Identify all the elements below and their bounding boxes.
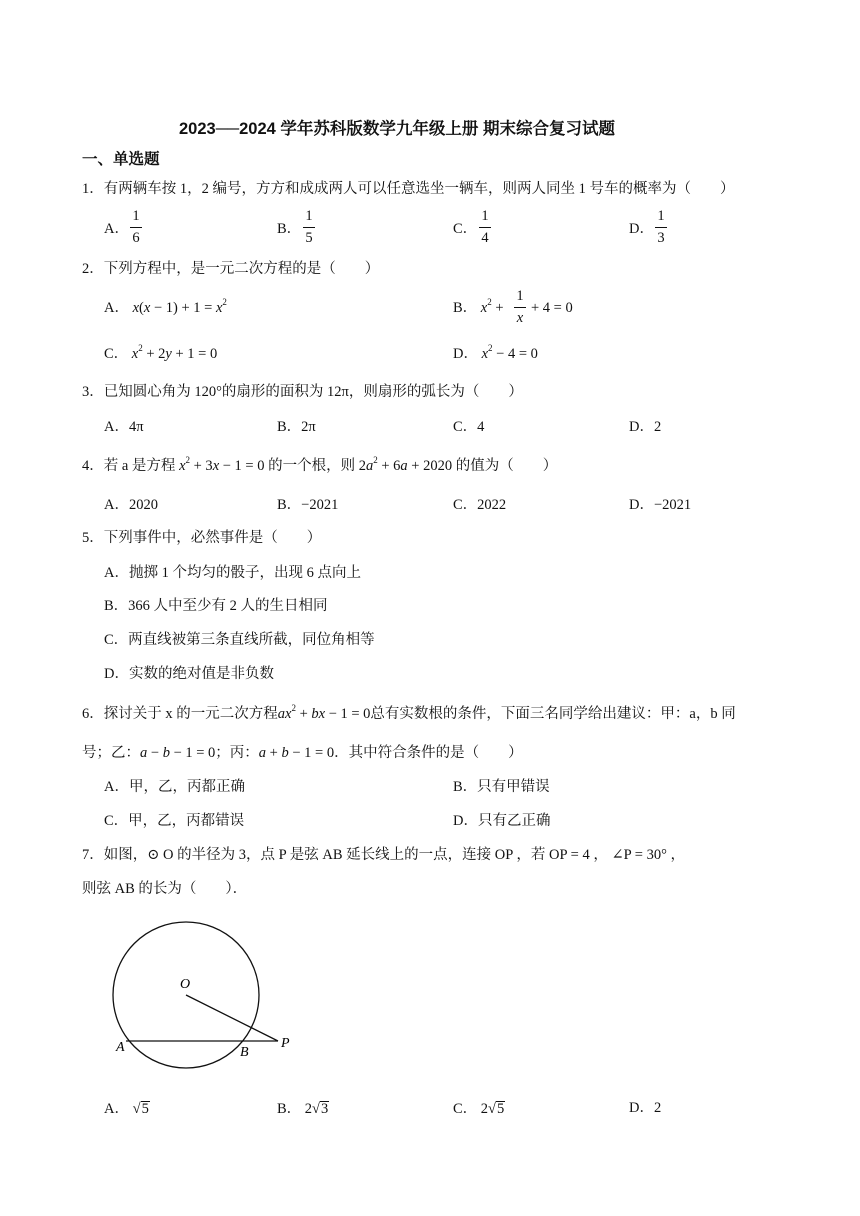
q5-option-a[interactable]: A．抛掷 1 个均匀的骰子，出现 6 点向上 <box>104 565 361 581</box>
question-7-line-2: 则弦 AB 的长为（ ）． <box>82 881 248 897</box>
q1-option-a-fraction[interactable]: 1 6 <box>130 209 142 245</box>
q2-option-b-fraction: 1 x <box>514 289 526 325</box>
q7-option-d[interactable]: D．2 <box>629 1100 662 1116</box>
q1-option-a-label: A． <box>104 221 129 237</box>
q6-option-c[interactable]: C．甲，乙，丙都错误 <box>104 813 245 829</box>
q3-option-c[interactable]: C．4 <box>453 419 485 435</box>
q1-option-d-fraction[interactable]: 1 3 <box>655 209 667 245</box>
q4-option-c[interactable]: C．2022 <box>453 497 507 513</box>
q6-option-d[interactable]: D．只有乙正确 <box>453 813 551 829</box>
q2-option-a[interactable]: A． $x(x - 1) + 1 = x^2$ <box>104 297 227 316</box>
section-heading: 一、单选题 <box>82 151 160 168</box>
question-6-line-1: 6．探讨关于 x 的一元二次方程$ax^2$ + bx − 1 = 0总有实数根的条件，下面三名同学给出建议：甲：a，b 同 <box>82 703 736 722</box>
q1-option-d-label: D． <box>629 221 654 237</box>
q1-option-b-label: B． <box>277 221 302 237</box>
q2-option-b[interactable]: B． $x^2$ + <box>453 297 504 316</box>
q5-option-b[interactable]: B．366 人中至少有 2 人的生日相同 <box>104 598 328 614</box>
q6-option-b[interactable]: B．只有甲错误 <box>453 779 550 795</box>
question-6-line-2: 号；乙：a − b − 1 = 0；丙：a + b − 1 = 0．其中符合条件的是（ ） <box>82 745 523 761</box>
label-o: O <box>180 977 191 992</box>
question-1-stem: 1．有两辆车按 1，2 编号，方方和成成两人可以任意选坐一辆车，则两人同坐 1 号车的概率为（ ） <box>82 181 735 197</box>
q7-option-a[interactable]: A． √5 <box>104 1101 149 1117</box>
label-a: A <box>116 1040 125 1055</box>
q4-option-a[interactable]: A．2020 <box>104 497 158 513</box>
q5-option-d[interactable]: D．实数的绝对值是非负数 <box>104 666 274 682</box>
q5-option-c[interactable]: C．两直线被第三条直线所截，同位角相等 <box>104 632 375 648</box>
question-5-stem: 5．下列事件中，必然事件是（ ） <box>82 530 322 546</box>
label-p: P <box>281 1036 290 1051</box>
segment-op <box>186 995 278 1041</box>
q3-option-a[interactable]: A．4π <box>104 419 144 435</box>
page-title: 2023──2024 学年苏科版数学九年级上册 期末综合复习试题 <box>179 120 615 138</box>
q2-option-c[interactable]: C． $x^2 + 2y + 1 = 0$ <box>104 343 218 362</box>
question-7-line-1: 7．如图，⊙ O 的半径为 3，点 P 是弦 AB 延长线上的一点，连接 OP ，若 OP = 4 ， ∠P = 30° ， <box>82 847 685 863</box>
q6-option-a[interactable]: A．甲，乙，丙都正确 <box>104 779 245 795</box>
q2-option-b-tail: + 4 = 0 <box>531 300 573 316</box>
q1-option-c-label: C． <box>453 221 478 237</box>
q3-option-b[interactable]: B．2π <box>277 419 316 435</box>
q2-option-d[interactable]: D． $x^2 - 4 = 0$ <box>453 343 538 362</box>
question-3-stem: 3．已知圆心角为 120°的扇形的面积为 12π，则扇形的弧长为（ ） <box>82 384 523 400</box>
q3-option-d[interactable]: D．2 <box>629 419 662 435</box>
q4-option-d[interactable]: D．−2021 <box>629 497 692 513</box>
q7-option-c[interactable]: C． 2√5 <box>453 1101 505 1117</box>
q7-option-b[interactable]: B． 2√3 <box>277 1101 329 1117</box>
circle-o <box>113 922 259 1068</box>
q1-option-b-fraction[interactable]: 1 5 <box>303 209 315 245</box>
q1-option-c-fraction[interactable]: 1 4 <box>479 209 491 245</box>
question-4-stem: 4．若 a 是方程 $x^2 + 3x - 1 = 0$ 的一个根，则 $2a^2 + 6a + 2020$ 的值为（ ） <box>82 455 558 474</box>
label-b: B <box>240 1045 249 1060</box>
q4-option-b[interactable]: B．−2021 <box>277 497 339 513</box>
question-2-stem: 2．下列方程中，是一元二次方程的是（ ） <box>82 261 380 277</box>
